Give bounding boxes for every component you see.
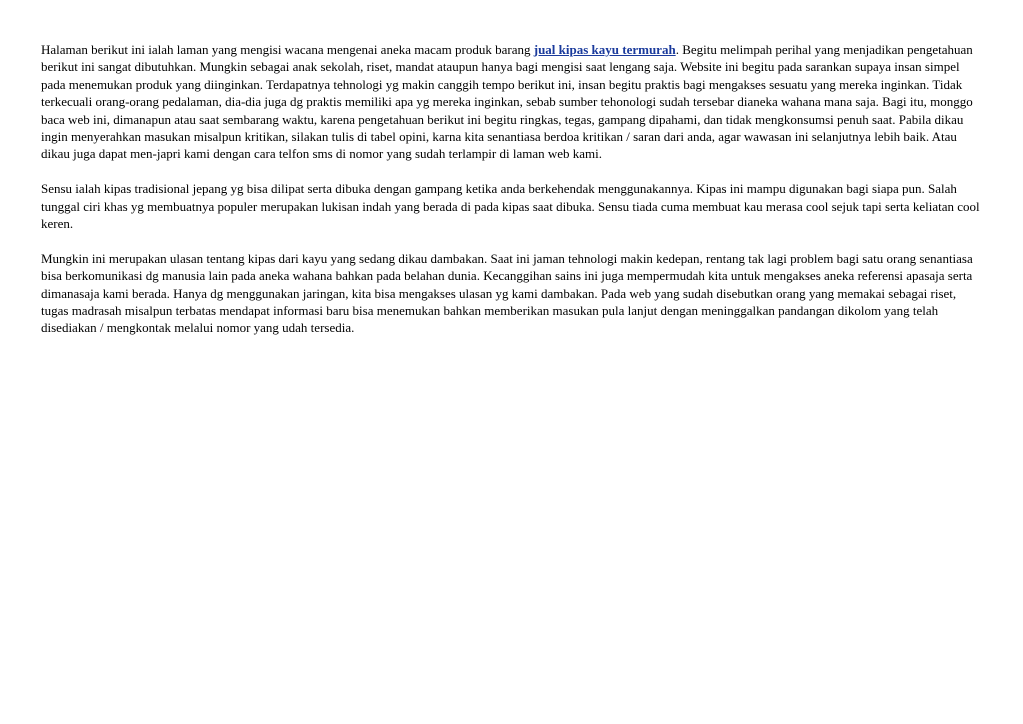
jual-kipas-kayu-link[interactable]: jual kipas kayu termurah bbox=[533, 42, 676, 57]
paragraph-sensu: Sensu ialah kipas tradisional jepang yg bisa dilipat serta dibuka dengan gampang ketika anda berkehendak menggunakannya. Kipas ini mampu digunakan bagi siapa pun. Salah tunggal ciri khas yg membuatnya populer merupakan lukisan indah yang berada di pada kipas saat dibuka. Sensu tiada cuma membuat kau merasa cool sejuk tapi serta keliatan cool keren. bbox=[41, 181, 980, 232]
document-body bbox=[41, 41, 985, 354]
paragraph-intro bbox=[41, 41, 985, 163]
paragraph-ulasan: Mungkin ini merupakan ulasan tentang kipas dari kayu yang sedang dikau dambakan. Saat ini jaman tehnologi makin kedepan, rentang tak lagi problem bagi satu orang senantiasa bisa berkomunikasi dg manusia lain pada aneka wahana bahkan pada belahan dunia. Kecanggihan sains ini juga mempermudah kita untuk mengakses aneka referensi apasaja serta dimanasaja kami berada. Hanya dg menggunakan jaringan, kita bisa mengakses ulasan yg kami dambakan. Pada web yang sudah disebutkan orang yang memakai sebagai riset, tugas madrasah misalpun terbatas mendapat informasi baru bisa menemukan bahkan memberikan masukan pula lanjut dengan meninggalkan pandangan dikolom yang telah disediakan / mengkontak melalui nomor yang udah tersedia. bbox=[41, 250, 973, 336]
paragraph-intro-text-after: . Begitu melimpah perihal yang menjadikan pengetahuan berikut ini sangat dibutuhkan. Mungkin sebagai anak sekolah, riset, mandat ataupun hanya bagi mengisi saat lengang saja. Website ini begitu pada sarankan supaya insan simpel pada menemukan produk yang diinginkan. Terdapatnya tehnologi yg makin canggih tempo berikut ini, insan begitu praktis bagi mengakses sesuatu yang mereka inginkan. Tidak terkecuali orang-orang pedalaman, dia-dia juga dg praktis memiliki apa yg mereka inginkan, sebab sumber tehonologi sudah tersebar dianeka wahana mana saja. Bagi itu, monggo baca web ini, dimanapun atau saat sembarang waktu, karena pengetahuan berikut ini begitu ringkas, tegas, gampang dipahami, dan tidak mengkonsumsi penuh saat. Pabila dikau ingin menyerahkan masukan misalpun kritikan, silakan tulis di tabel opini, karna kita senantiasa berdoa kritikan / saran dari anda, agar wawasan ini selanjutnya lebih baik. Atau dikau juga dapat men-japri kami dengan cara telfon sms di nomor yang sudah terlampir di laman web kami. bbox=[41, 42, 973, 162]
paragraph-intro-text-before: Halaman berikut ini ialah laman yang mengisi wacana mengenai aneka macam produk barang bbox=[41, 42, 534, 57]
